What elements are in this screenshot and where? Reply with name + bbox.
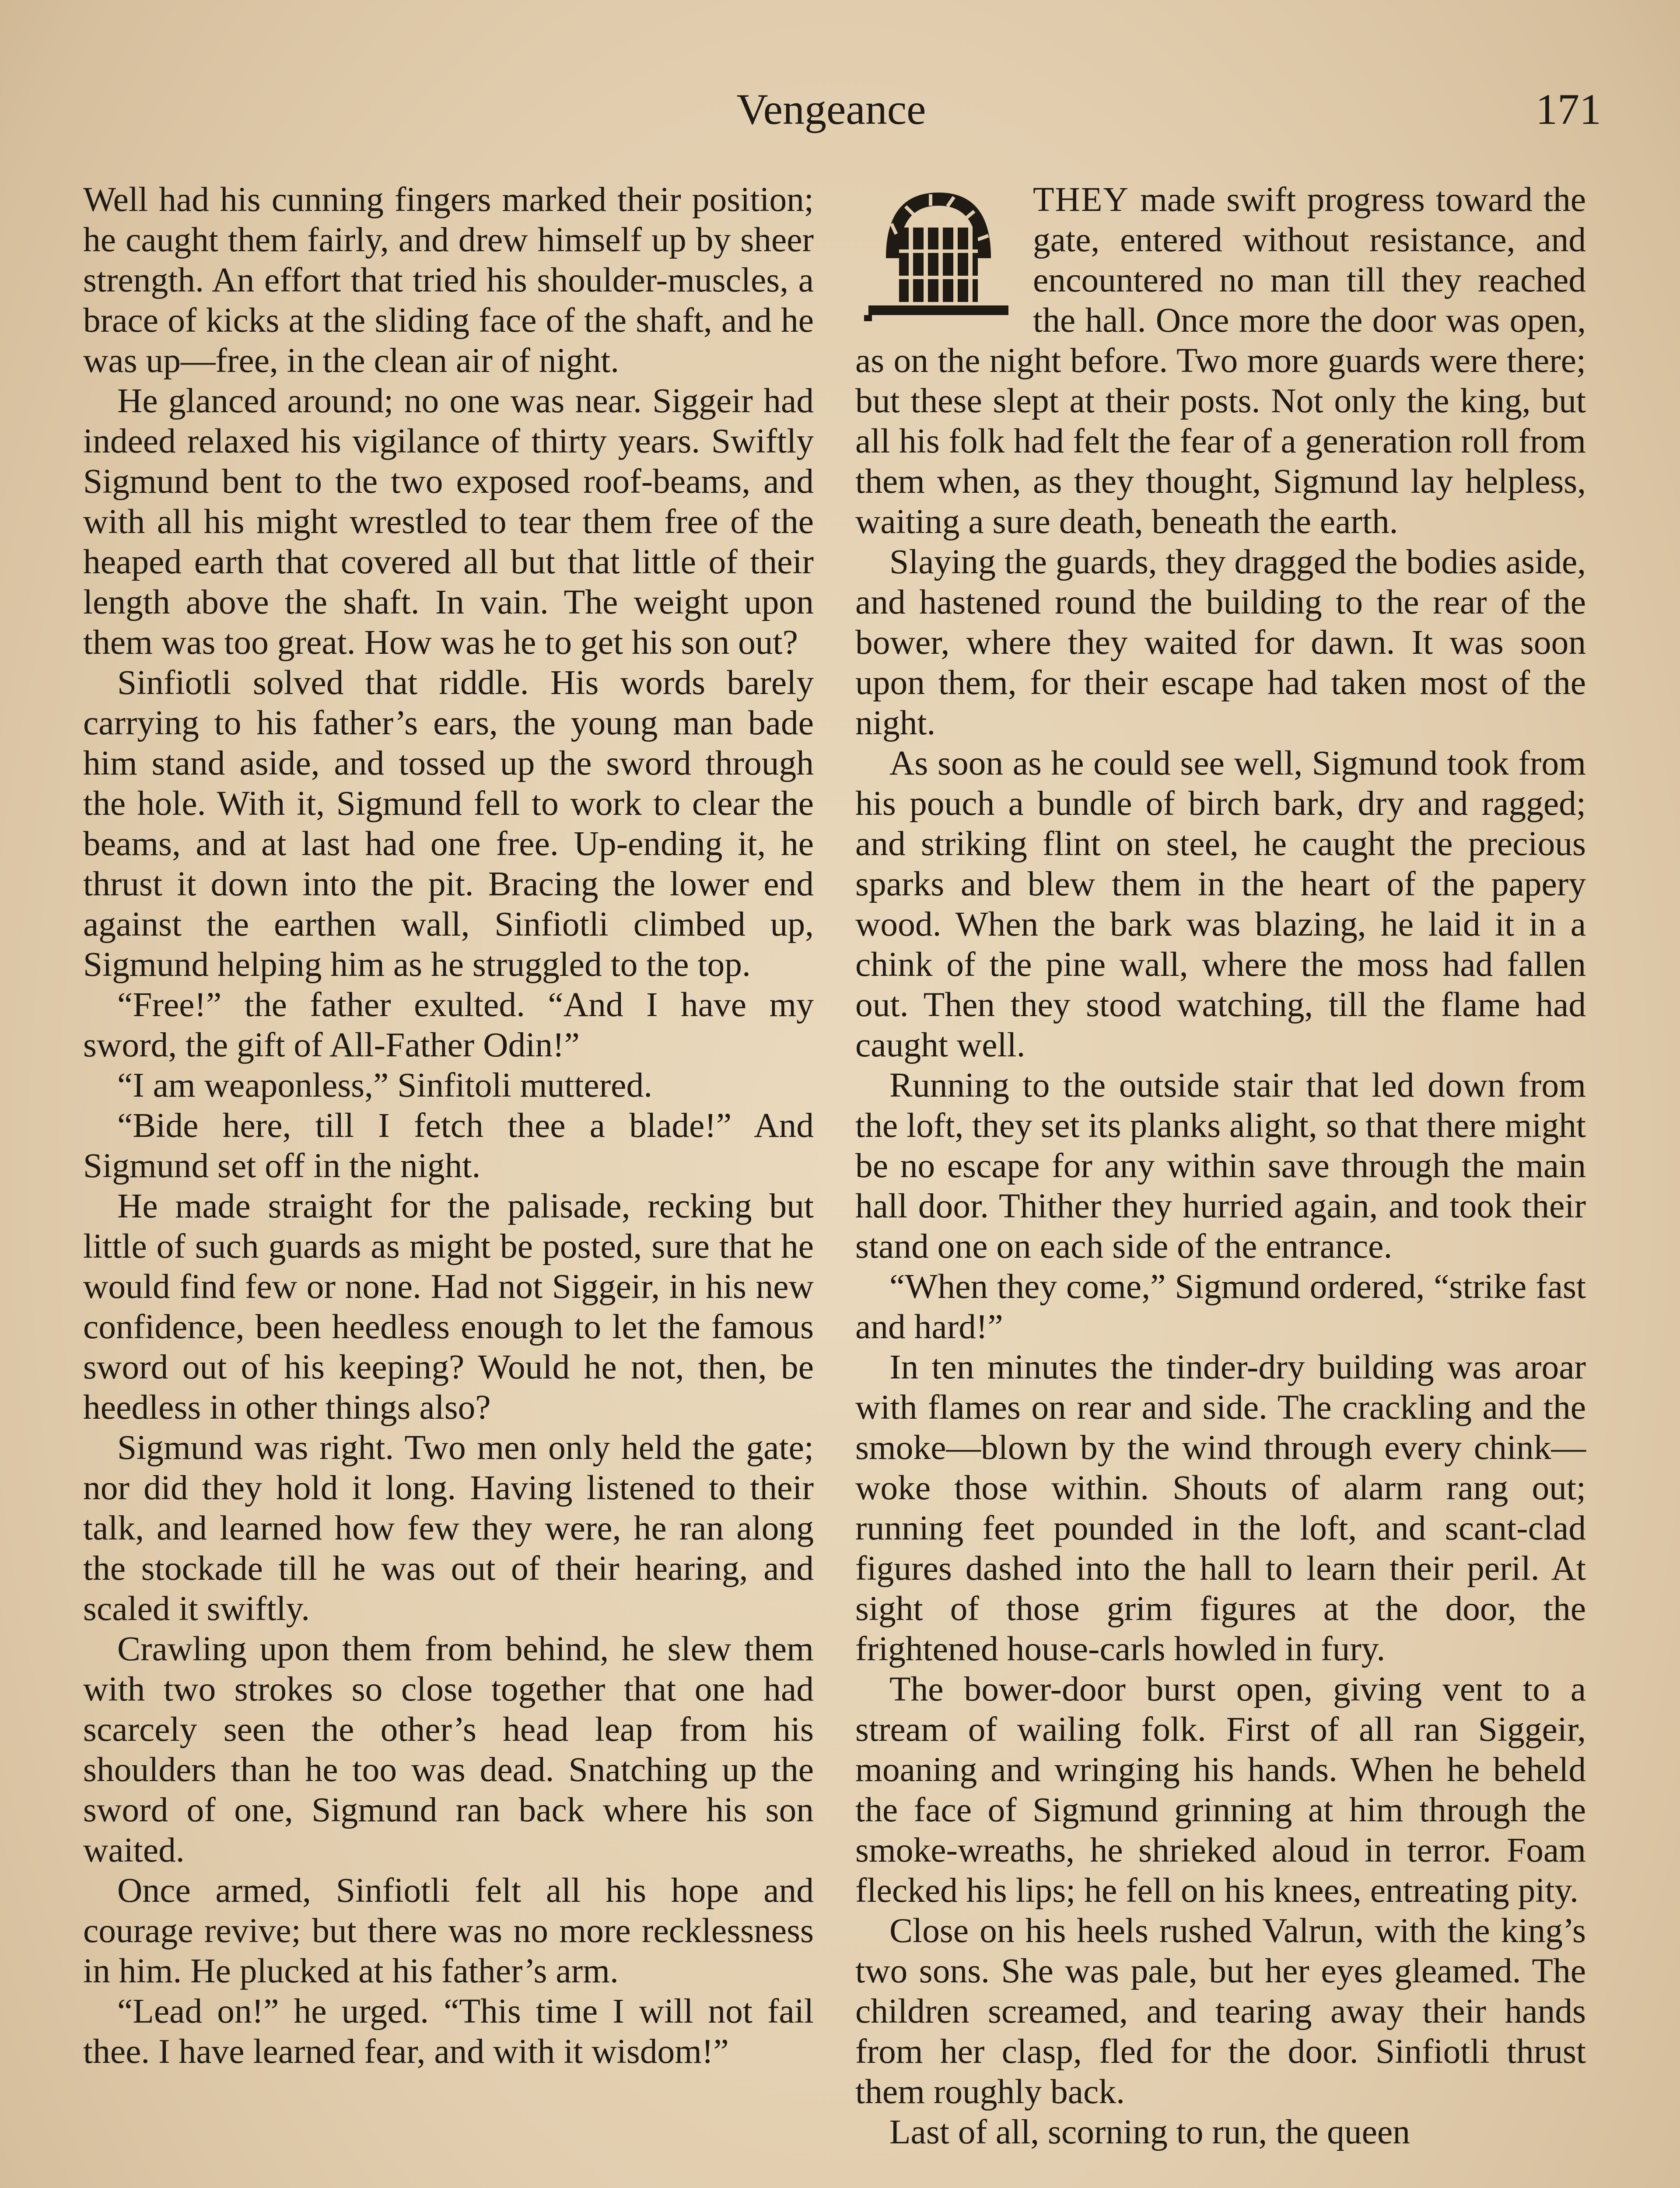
paragraph: Once armed, Sinfiotli felt all his hope and courage revive; but there was no more recklessness in him. He plucked at his father’s arm. [83,1871,814,1990]
paragraph: Slaying the guards, they dragged the bodies aside, and hastened round the building to the rear of the bower, where they waited for dawn. It was soon upon them, for their escape had taken most of the night. [855,543,1586,742]
paragraph: Last of all, scorning to run, the queen [889,2113,1410,2151]
paragraph: “Bide here, till I fetch thee a blade!” And Sigmund set off in the night. [83,1106,814,1185]
paragraph: Close on his heels rushed Valrun, with the king’s two sons. She was pale, but her eyes gleamed. The children screamed, and tearing away their hands from her clasp, fled for the door. Sinfiotli thrust them roughly back. [855,1911,1586,2111]
running-title: Vengeance [736,85,926,133]
lead-word: THEY [1033,180,1129,219]
paragraph: “I am weaponless,” Sinfitoli muttered. [117,1066,653,1105]
paragraph: Crawling upon them from behind, he slew them with two strokes so close together that one had scarcely seen the other’s head leap from his shoulders than he too was dead. Snatching up the sword of one, Sigmund ran back where his son waited. [83,1630,814,1869]
paragraph: The bower-door burst open, giving vent to a stream of wailing folk. First of all ran Siggeir, moaning and wringing his hands. When he beheld the face of Sigmund grinning at him through the smoke-wreaths, he shrieked aloud in terror. Foam flecked his lips; he fell on his knees, entreating pity. [855,1670,1586,1910]
left-text-column [83,179,814,2072]
paragraph: “Lead on!” he urged. “This time I will not fail thee. I have learned fear, and with it wisdom!” [83,1992,814,2071]
paragraph: In ten minutes the tinder-dry building was aroar with flames on rear and side. The crackling and the smoke—blown by the wind through every chink—woke those within. Shouts of alarm rang out; running feet pounded in the loft, and scant-clad figures dashed into the hall to learn their peril. At sight of those grim figures at the door, the frightened house-carls howled in fury. [855,1348,1586,1668]
paragraph: He made straight for the palisade, recking but little of such guards as might be posted, sure that he would find few or none. Had not Siggeir, in his new confidence, been heedless enough to let the famous sword out of his keeping? Would he not, then, be heedless in other things also? [83,1187,814,1427]
barred-window-ornament-icon [855,184,1022,328]
paragraph: As soon as he could see well, Sigmund took from his pouch a bundle of birch bark, dry and ragged; and striking flint on steel, he caught the precious sparks and blew them in the heart of the papery wood. When the bark was blazing, he laid it in a chink of the pine wall, where the moss had fallen out. Then they stood watching, till the flame had caught well. [855,744,1586,1064]
lead-text: made swift progress toward the gate, entered without resistance, and encountered no man till they reached the hall. Once more the door was open, as on the night before. Two more guards were there; but these slept at their posts. Not only the king, but all his folk had felt the fear of a generation roll from them when, as they thought, Sigmund lay helpless, waiting a sure death, beneath the earth. [855,180,1586,541]
paragraph: Sigmund was right. Two men only held the gate; nor did they hold it long. Having listened to their talk, and learned how few they were, he ran along the stockade till he was out of their hearing, and scaled it swiftly. [83,1428,814,1628]
right-text-column [855,179,1586,2152]
paragraph: “Free!” the father exulted. “And I have my sword, the gift of All-Father Odin!” [83,985,814,1064]
lead-paragraph [855,179,1586,542]
paragraph: “When they come,” Sigmund ordered, “strike fast and hard!” [855,1267,1586,1346]
paragraph: Well had his cunning fingers marked their position; he caught them fairly, and drew himself up by sheer strength. An effort that tried his shoulder-muscles, a brace of kicks at the sliding face of the shaft, and he was up—free, in the clean air of night. [83,180,814,380]
paragraph: Running to the outside stair that led down from the loft, they set its planks alight, so that there might be no escape for any within save through the main hall door. Thither they hurried again, and took their stand one on each side of the entrance. [855,1066,1586,1266]
paragraph: Sinfiotli solved that riddle. His words barely carrying to his father’s ears, the young man bade him stand aside, and tossed up the sword through the hole. With it, Sigmund fell to work to clear the beams, and at last had one free. Up-ending it, he thrust it down into the pit. Bracing the lower end against the earthen wall, Sinfiotli climbed up, Sigmund helping him as he struggled to the top. [83,663,814,984]
paragraph: He glanced around; no one was near. Siggeir had indeed relaxed his vigilance of thirty years. Swiftly Sigmund bent to the two exposed roof-beams, and with all his might wrestled to tear them free of the heaped earth that covered all but that little of their length above the shaft. In vain. The weight upon them was too great. How was he to get his son out? [83,382,814,662]
page-number: 171 [1536,85,1601,133]
